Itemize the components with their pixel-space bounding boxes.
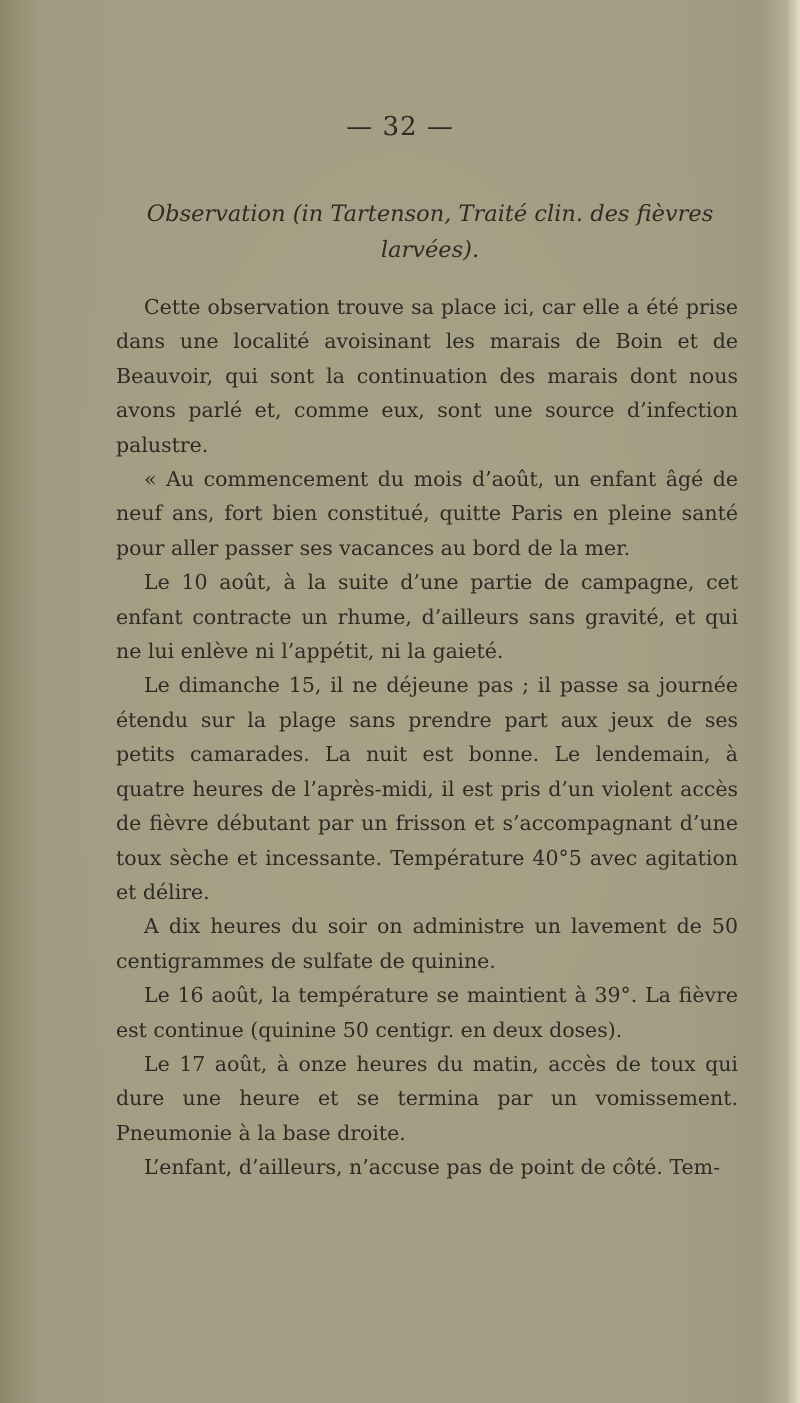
observation-title	[110, 196, 750, 268]
observation-title-line-2: larvées).	[380, 237, 480, 263]
paragraph: Le 16 août, la température se maintient à 39°. La fièvre est continue (quinine 50 centigr. en deux doses).	[116, 983, 738, 1042]
page-edge	[786, 0, 800, 1403]
paragraph: Le 17 août, à onze heures du matin, accès de toux qui dure une heure et se termina par un vomissement. Pneumonie à la base droite.	[116, 1051, 738, 1145]
paragraph: Le dimanche 15, il ne déjeune pas ; il passe sa journée étendu sur la plage sans prendre part aux jeux de ses petits camarades. La nuit est bonne. Le lendemain, à quatre heures de l’après-midi, il est pris d’un violent accès de fièvre débutant par un frisson et s’accompagnant d’une toux sèche et incessante. Température 40°5 avec agitation et délire.	[116, 673, 738, 904]
paragraph: Cette observation trouve sa place ici, car elle a été prise dans une localité avoisinant les marais de Boin et de Beauvoir, qui sont la continuation des marais dont nous avons parlé et, comme eux, sont une source d’infection palustre.	[116, 295, 738, 457]
paragraph: L’enfant, d’ailleurs, n’accuse pas de point de côté. Tem-	[144, 1155, 721, 1180]
paragraph: Le 10 août, à la suite d’une partie de campagne, cet enfant contracte un rhume, d’ailleurs sans gravité, et qui ne lui enlève ni l’appétit, ni la gaieté.	[116, 570, 738, 664]
paragraph: « Au commencement du mois d’août, un enfant âgé de neuf ans, fort bien constitué, quitte Paris en pleine santé pour aller passer ses vacances au bord de la mer.	[116, 467, 738, 560]
observation-title-line-1: Observation (in Tartenson, Traité clin. des fièvres	[146, 201, 714, 227]
body-text	[116, 290, 738, 1185]
paragraph: A dix heures du soir on administre un lavement de 50 centigrammes de sulfate de quinine.	[116, 914, 738, 973]
page-number: — 32 —	[346, 112, 454, 142]
